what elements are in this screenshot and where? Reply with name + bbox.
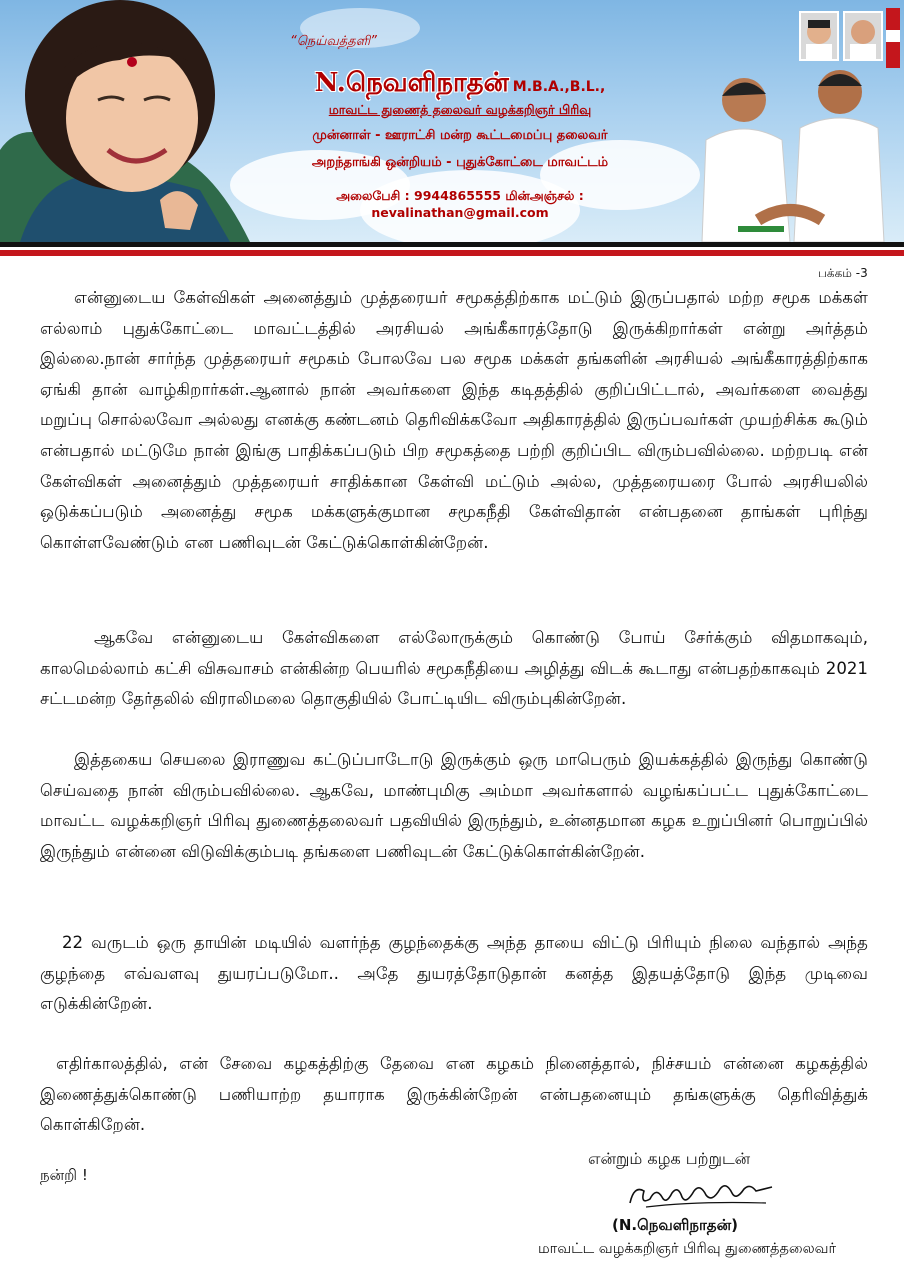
letterhead-degree: M.B.A.,B.L., xyxy=(512,79,606,95)
letterhead-former-post: முன்னாள் - ஊராட்சி மன்ற கூட்டமைப்பு தலைவர் xyxy=(312,128,608,143)
letterhead-stripe-red xyxy=(0,250,904,256)
body-paragraph-4: 22 வருடம் ஒரு தாயின் மடியில் வளர்ந்த குழந்தைக்கு அந்த தாயை விட்டு பிரியும் நிலை வந்தால் அந்த குழந்தை எவ்வளவு துயரப்படுமோ.. அதே துயரத்தோடுதான் கனத்த இதயத்தோடு இந்த முடிவை எடுக்கின்றேன். xyxy=(40,933,868,1014)
closing-regards: என்றும் கழக பற்றுடன் xyxy=(588,1149,751,1168)
handwritten-signature xyxy=(626,1177,776,1213)
letterhead-name: N.நெவளிநாதன் xyxy=(314,68,509,98)
letterhead-name-line xyxy=(250,68,670,101)
body-paragraph-2: ஆகவே என்னுடைய கேள்விகளை எல்லோருக்கும் கொண்டு போய் சேர்க்கும் விதமாகவும், காலமெல்லாம் கட்சி விசுவாசம் என்கின்ற பெயரில் சமூகநீதியை அழித்து விடக் கூடாது என்பதற்காகவும் 2021 சட்டமன்ற தேர்தலில் விராலிமலை தொகுதியில் போட்டியிட விரும்புகின்றேன். xyxy=(40,628,868,709)
leader-portrait-image xyxy=(0,0,250,242)
letterhead-tagline: “நெய்வத்தளி” xyxy=(290,34,377,49)
party-leaders-image xyxy=(672,0,904,242)
letterhead-post: மாவட்ட துணைத் தலைவர் வழக்கறிஞர் பிரிவு xyxy=(328,102,592,117)
letterhead-location: அறந்தாங்கி ஒன்றியம் - புதுக்கோட்டை மாவட்டம் xyxy=(311,155,609,170)
letterhead-banner xyxy=(0,0,904,242)
body-paragraph-1: என்னுடைய கேள்விகள் அனைத்தும் முத்தரையர் சமூகத்திற்காக மட்டும் இருப்பதால் மற்ற சமூக மக்கள் எல்லாம் புதுக்கோட்டை மாவட்டத்தில் அரசியல் அங்கீகாரத்தோடு இருக்கிறார்கள் என்று அர்த்தம் இல்லை.நான் சார்ந்த முத்தரையர் சமூகம் போலவே பல சமூக மக்கள் தங்களின் அரசியல் அங்கீகாரத்திற்காக ஏங்கி தான் வாழ்கிறார்கள்.ஆனால் நான் அவர்களை இந்த கடிதத்தில் குறிப்பிட்டால், அவர்களை வைத்து மறுப்பு சொல்லவோ அல்லது எனக்கு கண்டனம் தெரிவிக்கவோ அதிகாரத்தில் இருப்பவர்கள் முயற்சிக்க கூடும் என்பதால் மட்டுமே நான் இங்கு பாதிக்கப்படும் பிற சமூகத்தை பற்றி குறிப்பிட விரும்பவில்லை. மற்றபடி என் கேள்விகள் அனைத்தும் முத்தரையர் சாதிக்கான கேள்வி மட்டும் அல்ல, முத்தரையரை போல் அரசியலில் ஒடுக்கப்படும் அனைத்து சமூக மக்களுக்குமான சமூகநீதி கேள்விதான் என்பதனை தாங்கள் புரிந்து கொள்ளவேண்டும் என பணிவுடன் கேட்டுக்கொள்கின்றேன். xyxy=(40,288,868,552)
thanks-text: நன்றி ! xyxy=(40,1166,88,1184)
signer-name: (N.நெவளிநாதன்) xyxy=(612,1216,738,1234)
body-paragraph-3: இத்தகைய செயலை இராணுவ கட்டுப்பாடோடு இருக்கும் ஒரு மாபெரும் இயக்கத்தில் இருந்து கொண்டு செய்வதை நான் விரும்பவில்லை. ஆகவே, மாண்புமிகு அம்மா அவர்களால் வழங்கப்பட்ட புதுக்கோட்டை மாவட்ட வழக்கறிஞர் பிரிவு துணைத்தலைவர் பதவியில் இருந்தும், உன்னதமான கழக உறுப்பினர் பொறுப்பில் இருந்தும் என்னை விடுவிக்கும்படி தங்களை பணிவுடன் கேட்டுக்கொள்கின்றேன். xyxy=(40,750,868,861)
letterhead-contact: அலைபேசி : 9944865555 மின்அஞ்சல் : nevalinathan@gmail.com xyxy=(336,188,584,220)
body-paragraph-5: எதிர்காலத்தில், என் சேவை கழகத்திற்கு தேவை என கழகம் நினைத்தால், நிச்சயம் என்னை கழகத்தில் இணைத்துக்கொண்டு பணியாற்ற தயாராக இருக்கின்றேன் என்பதனையும் தங்களுக்கு தெரிவித்துக் கொள்கிறேன். xyxy=(40,1054,868,1135)
page-number: பக்கம் -3 xyxy=(818,266,868,280)
signer-title: மாவட்ட வழக்கறிஞர் பிரிவு துணைத்தலைவர் xyxy=(538,1241,837,1257)
